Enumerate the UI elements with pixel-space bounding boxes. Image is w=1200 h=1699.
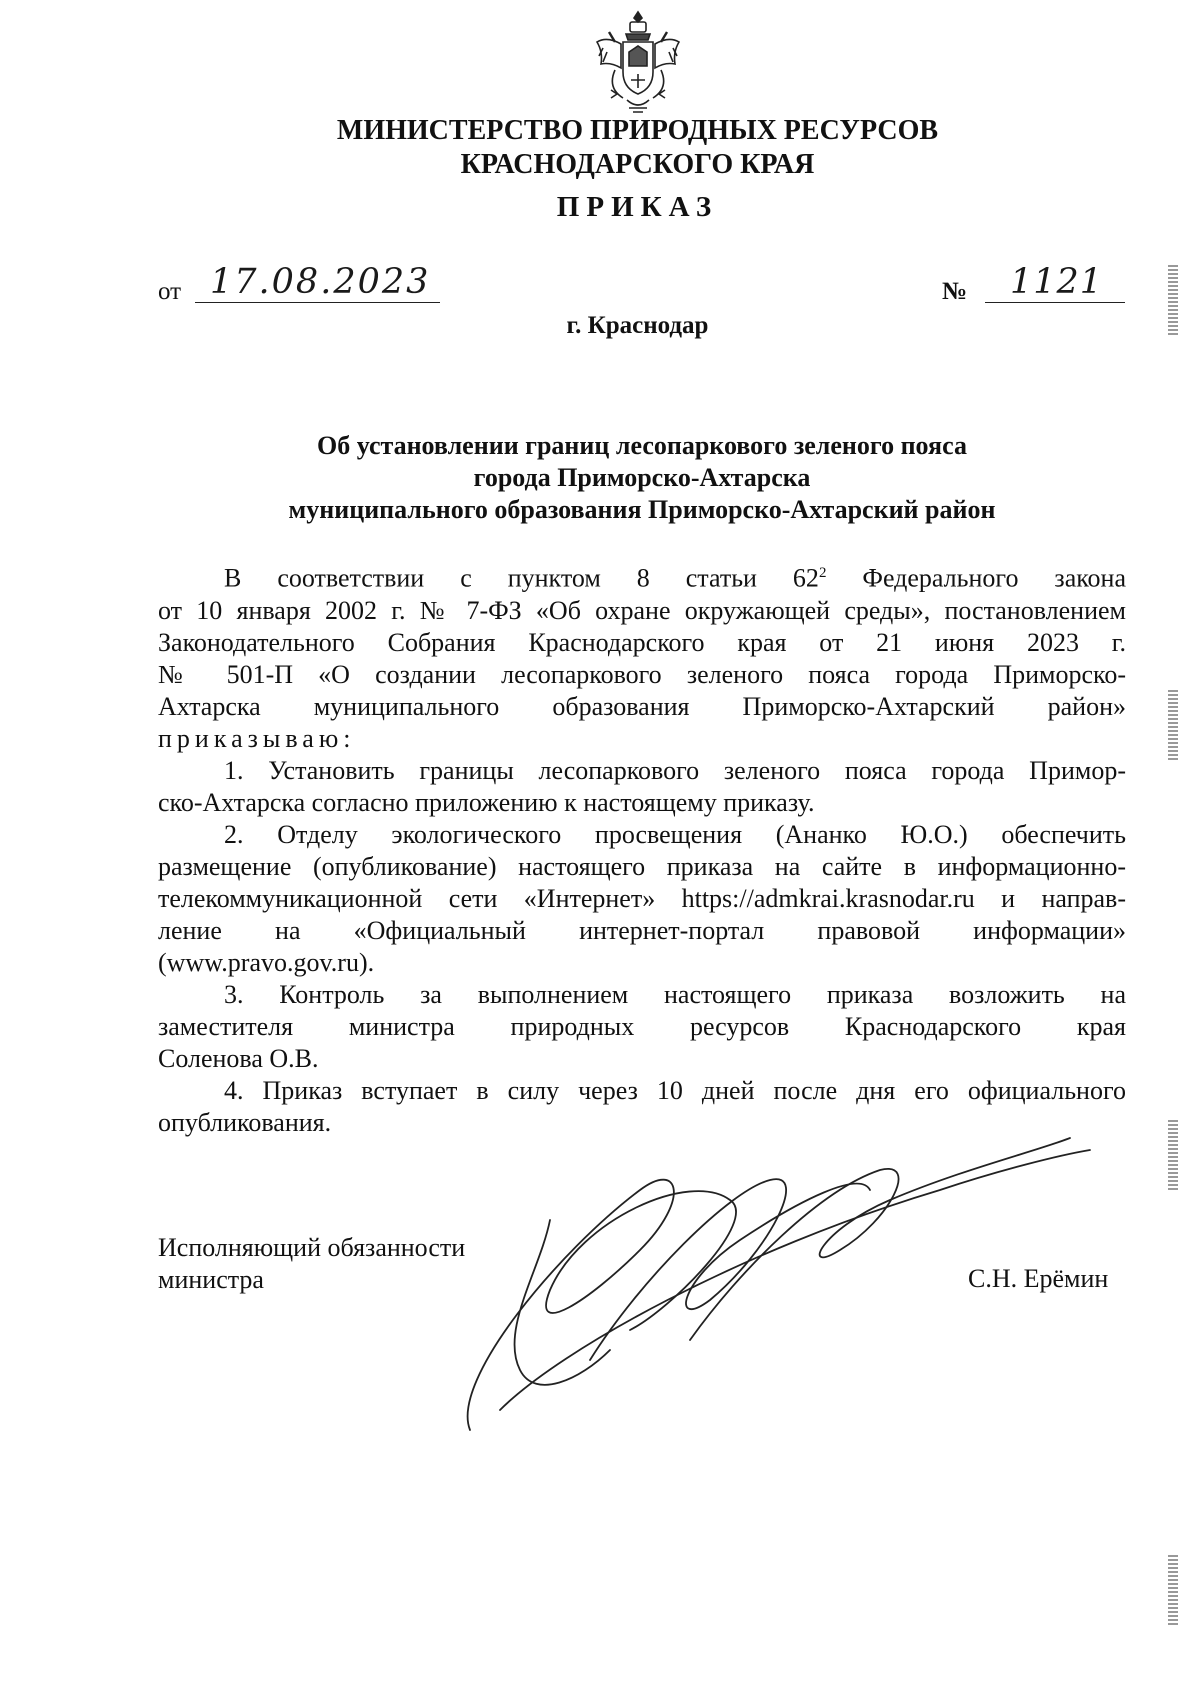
date-label: от xyxy=(158,278,182,305)
date-underline xyxy=(195,302,440,303)
scan-artifact xyxy=(1168,690,1178,760)
body-line: Ахтарска муниципального образования Приморско-Ахтарский район» xyxy=(158,691,1126,721)
body-line: 3. Контроль за выполнением настоящего приказа возложить на xyxy=(224,979,1126,1009)
position-line: министра xyxy=(158,1265,264,1294)
body-line: телекоммуникационной сети «Интернет» https://admkrai.krasnodar.ru и направ- xyxy=(158,883,1126,913)
body-line: 4. Приказ вступает в силу через 10 дней после дня его официального xyxy=(224,1075,1126,1105)
handwritten-signature xyxy=(440,1130,1120,1450)
body-text: В соответствии с пунктом 8 статьи 62 xyxy=(224,563,819,593)
scan-artifact xyxy=(1168,1120,1178,1190)
scan-artifact xyxy=(1168,1555,1178,1625)
title-line: города Приморско-Ахтарска xyxy=(473,463,811,492)
body-line: 1. Установить границы лесопаркового зеленого пояса города Примор- xyxy=(224,755,1126,785)
document-type: ПРИКАЗ xyxy=(556,191,719,223)
title-line: муниципального образования Приморско-Ахтарский район xyxy=(288,495,996,524)
body-line: Законодательного Собрания Краснодарского края от 21 июня 2023 г. xyxy=(158,627,1126,657)
body-line: (www.pravo.gov.ru). xyxy=(158,947,375,977)
ministry-name-line1: МИНИСТЕРСТВО ПРИРОДНЫХ РЕСУРСОВ xyxy=(336,115,939,146)
body-line: опубликования. xyxy=(158,1107,332,1137)
document-title xyxy=(158,430,1126,526)
order-word: приказываю: xyxy=(158,723,356,753)
superscript: 2 xyxy=(818,565,827,581)
handwritten-date: 17.08.2023 xyxy=(210,262,431,302)
body-line: № 501-П «О создании лесопаркового зеленого пояса города Приморско- xyxy=(158,659,1126,689)
signatory-name: С.Н. Ерёмин xyxy=(968,1264,1109,1293)
body-line: Соленова О.В. xyxy=(158,1043,319,1073)
number-underline xyxy=(985,302,1125,303)
scan-artifact xyxy=(1168,265,1178,335)
body-text: Федерального закона xyxy=(826,563,1126,593)
body-line: 2. Отделу экологического просвещения (Ананко Ю.О.) обеспечить xyxy=(224,819,1126,849)
ministry-name-line2: КРАСНОДАРСКОГО КРАЯ xyxy=(460,149,815,180)
title-line: Об установлении границ лесопаркового зеленого пояса xyxy=(317,431,967,460)
number-label: № xyxy=(942,278,968,305)
body-line: ление на «Официальный интернет-портал правовой информации» xyxy=(158,915,1126,945)
body-line: заместителя министра природных ресурсов Краснодарского края xyxy=(158,1011,1126,1041)
body-line: ско-Ахтарска согласно приложению к настоящему приказу. xyxy=(158,787,815,817)
signatory-position xyxy=(158,1232,465,1296)
body-line: размещение (опубликование) настоящего приказа на сайте в информационно- xyxy=(158,851,1126,881)
city: г. Краснодар xyxy=(566,312,709,339)
document-body xyxy=(158,557,1126,1139)
coat-of-arms-icon xyxy=(593,8,683,116)
position-line: Исполняющий обязанности xyxy=(158,1233,466,1262)
body-line: от 10 января 2002 г. № 7-ФЗ «Об охране окружающей среды», постановлением xyxy=(158,595,1126,625)
handwritten-number: 1121 xyxy=(1010,262,1104,302)
body-line xyxy=(158,557,1126,595)
